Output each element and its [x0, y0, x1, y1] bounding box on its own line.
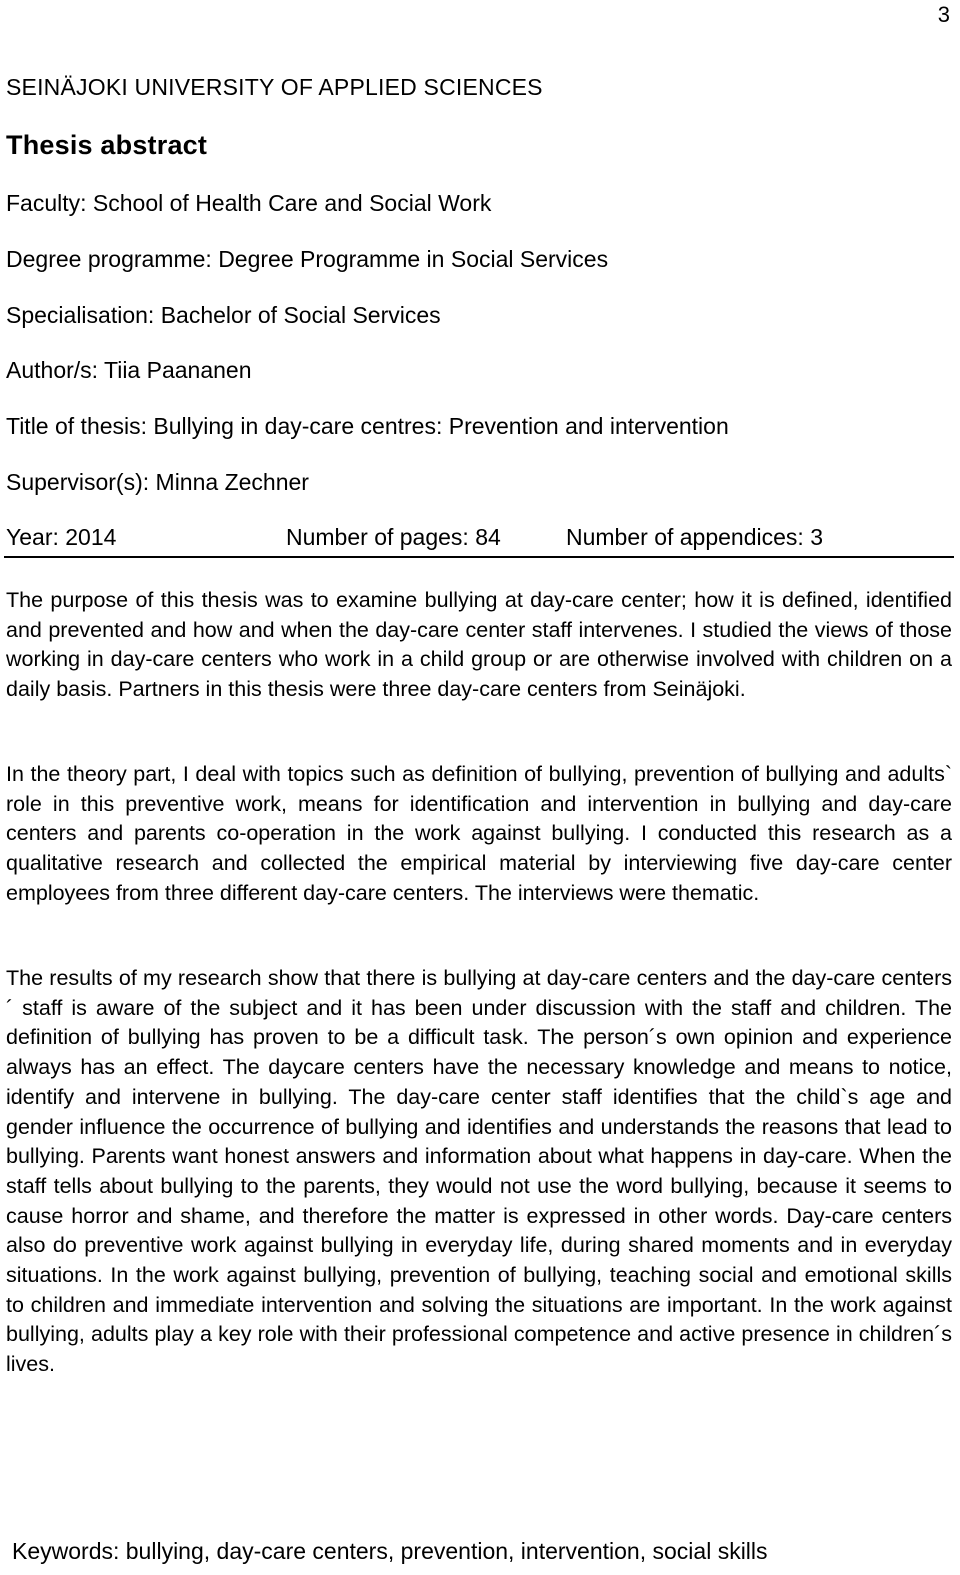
year-field: Year: 2014: [6, 524, 117, 550]
abstract-paragraph-3: The results of my research show that there is bullying at day-care centers and the day-care centers´ staff is aware of the subject and it has been under discussion with the staff and children. The definition of bullying has proven to be a difficult task. The person´s own opinion and experience always has an effect. The daycare centers have the necessary knowledge and means to notice, identify and intervene in bullying. The day-care center staff identifies that the child`s age and gender influence the occurrence of bullying and identifies and understands the reasons that lead to bullying. Parents want honest answers and information about what happens in day-care. When the staff tells about bullying to the parents, they would not use the word bullying, because it seems to cause horror and shame, and therefore the matter is expressed in other words. Day-care centers also do preventive work against bullying in everyday life, during shared moments and in everyday situations. In the work against bullying, prevention of bullying, teaching social and emotional skills to children and immediate intervention and solving the situations are important. In the work against bullying, adults play a key role with their professional competence and active presence in children´s lives.: [6, 966, 952, 1377]
page-number: 3: [937, 2, 950, 27]
document-title: Thesis abstract: [6, 130, 208, 160]
pages-field: Number of pages: 84: [286, 524, 501, 550]
university-name: SEINÄJOKI UNIVERSITY OF APPLIED SCIENCES: [6, 74, 543, 100]
keywords-line: Keywords: bullying, day-care centers, prevention, intervention, social skills: [12, 1538, 768, 1564]
author-line: Author/s: Tiia Paananen: [6, 357, 252, 383]
abstract-paragraph-1: The purpose of this thesis was to examine bullying at day-care center; how it is defined, identified and prevented and how and when the day-care center staff intervenes. I studied the views of those working in day-care centers who work in a child group or are otherwise involved with children on a daily basis. Partners in this thesis were three day-care centers from Seinäjoki.: [6, 588, 952, 702]
degree-programme-line: Degree programme: Degree Programme in Social Services: [6, 246, 609, 272]
faculty-line: Faculty: School of Health Care and Social Work: [6, 190, 492, 216]
thesis-title-line: Title of thesis: Bullying in day-care centres: Prevention and intervention: [6, 413, 729, 439]
header-divider: [4, 556, 954, 558]
specialisation-line: Specialisation: Bachelor of Social Services: [6, 302, 441, 328]
appendices-field: Number of appendices: 3: [566, 524, 823, 550]
abstract-paragraph-2: In the theory part, I deal with topics such as definition of bullying, prevention of bullying and adults` role in this preventive work, means for identification and intervention in bullying and day-care centers and parents co-operation in the work against bullying. I conducted this research as a qualitative research and collected the empirical material by interviewing five day-care center employees from three different day-care centers. The interviews were thematic.: [6, 762, 952, 905]
supervisor-line: Supervisor(s): Minna Zechner: [6, 469, 309, 495]
